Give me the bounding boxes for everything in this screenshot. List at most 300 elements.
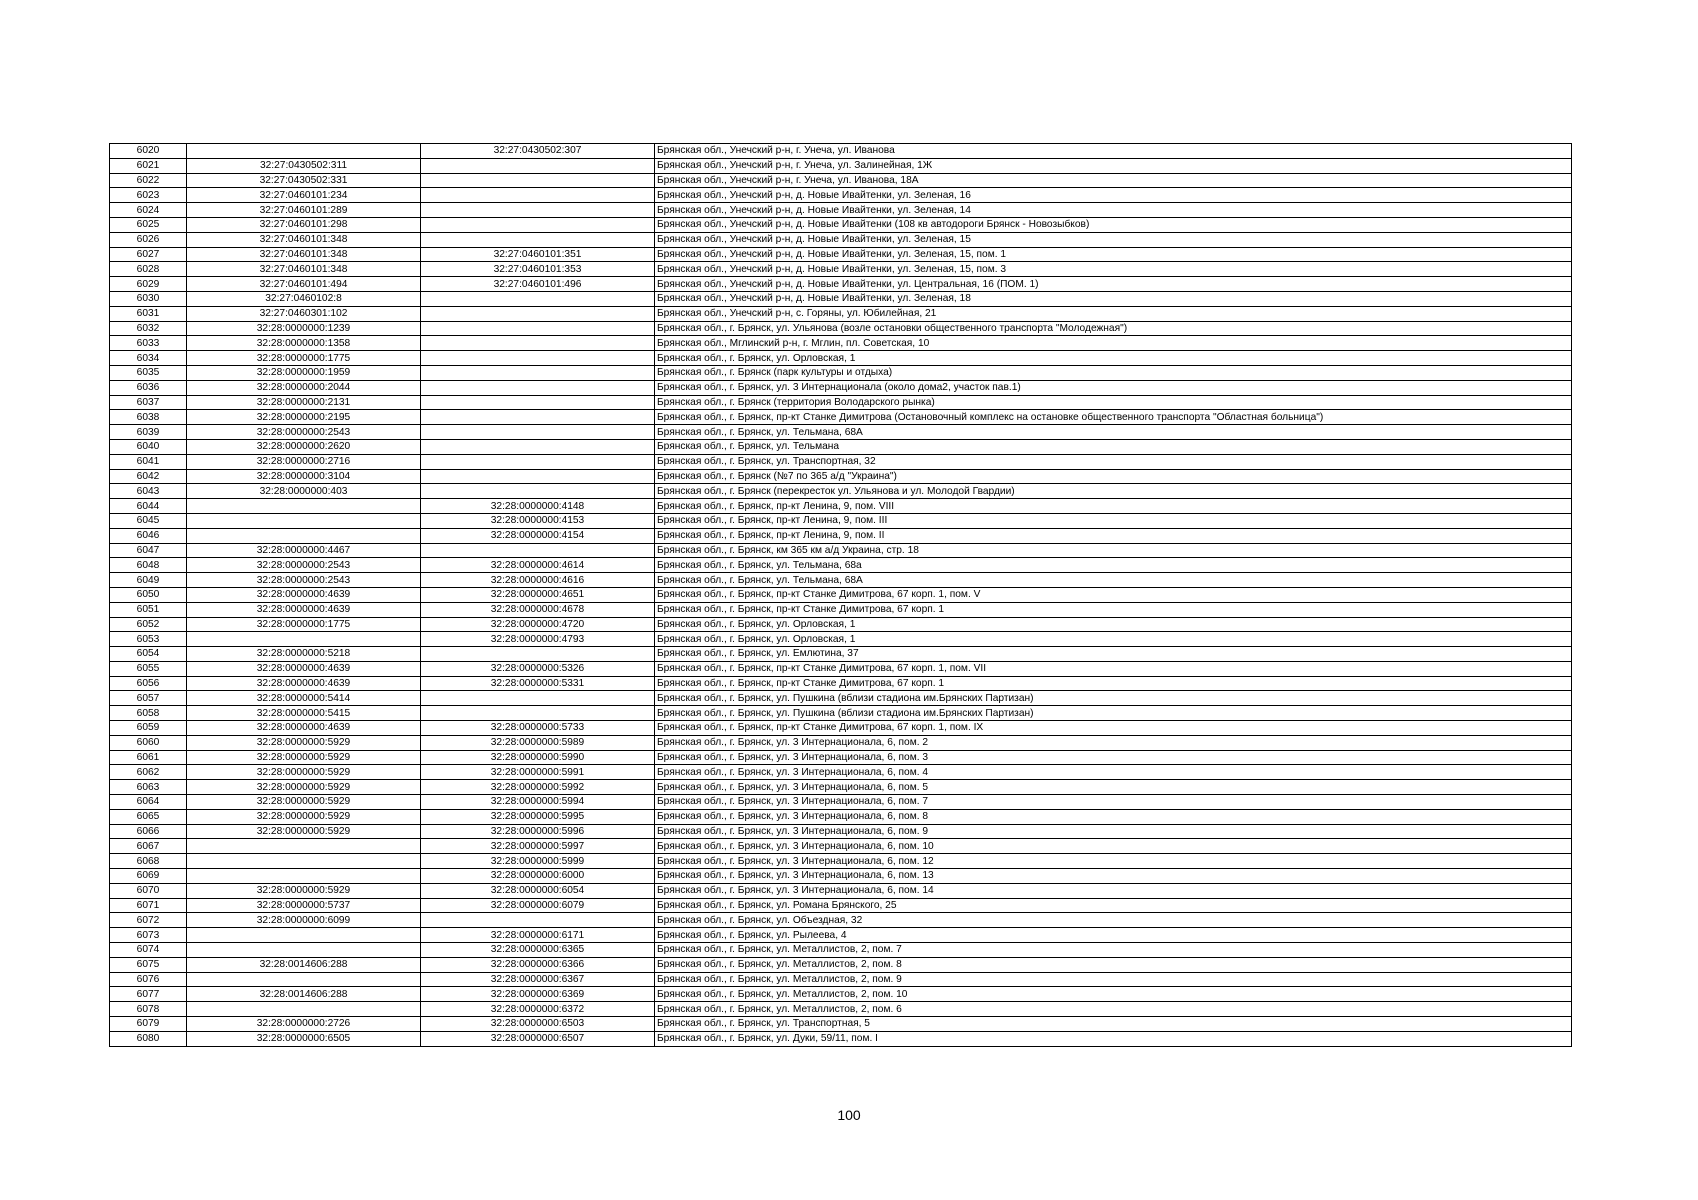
cadastral-number-object-cell: [421, 232, 655, 247]
row-number-cell: 6068: [110, 854, 187, 869]
cadastral-number-object-cell: 32:28:0000000:5992: [421, 780, 655, 795]
address-cell: Брянская обл., г. Брянск, ул. Емлютина, 37: [655, 647, 1572, 662]
cadastral-number-land-cell: 32:27:0460301:102: [187, 306, 421, 321]
row-number-cell: 6065: [110, 809, 187, 824]
address-cell: Брянская обл., Унечский р-н, д. Новые Ивайтенки, ул. Зеленая, 15, пом. 1: [655, 247, 1572, 262]
cadastral-number-land-cell: 32:28:0000000:5218: [187, 647, 421, 662]
table-row: [110, 928, 1572, 943]
table-row: [110, 691, 1572, 706]
cadastral-number-object-cell: 32:28:0000000:5733: [421, 721, 655, 736]
address-cell: Брянская обл., Мглинский р-н, г. Мглин, пл. Советская, 10: [655, 336, 1572, 351]
cadastral-number-land-cell: 32:28:0000000:1358: [187, 336, 421, 351]
address-cell: Брянская обл., г. Брянск, ул. 3 Интернационала, 6, пом. 4: [655, 765, 1572, 780]
row-number-cell: 6031: [110, 306, 187, 321]
table-row: [110, 439, 1572, 454]
row-number-cell: 6078: [110, 1002, 187, 1017]
address-cell: Брянская обл., г. Брянск, ул. Дуки, 59/11, пом. I: [655, 1031, 1572, 1046]
cadastral-number-object-cell: 32:28:0000000:5999: [421, 854, 655, 869]
table-row: [110, 1002, 1572, 1017]
cadastral-number-land-cell: 32:27:0460101:234: [187, 188, 421, 203]
cadastral-number-land-cell: [187, 528, 421, 543]
address-cell: Брянская обл., г. Брянск, пр-кт Ленина, 9, пом. III: [655, 513, 1572, 528]
table-row: [110, 173, 1572, 188]
cadastral-number-land-cell: 32:28:0000000:6099: [187, 913, 421, 928]
address-cell: Брянская обл., г. Брянск, ул. Романа Брянского, 25: [655, 898, 1572, 913]
address-cell: Брянская обл., г. Брянск, ул. Тельмана, 68А: [655, 573, 1572, 588]
cadastral-number-land-cell: 32:28:0014606:288: [187, 987, 421, 1002]
registry-table: [109, 143, 1572, 1047]
cadastral-number-land-cell: 32:28:0000000:5414: [187, 691, 421, 706]
table-row: [110, 321, 1572, 336]
table-row: [110, 232, 1572, 247]
cadastral-number-object-cell: 32:28:0000000:5989: [421, 735, 655, 750]
cadastral-number-object-cell: [421, 395, 655, 410]
row-number-cell: 6043: [110, 484, 187, 499]
table-row: [110, 469, 1572, 484]
cadastral-number-land-cell: 32:28:0000000:5929: [187, 824, 421, 839]
table-row: [110, 144, 1572, 159]
cadastral-number-object-cell: [421, 380, 655, 395]
row-number-cell: 6056: [110, 676, 187, 691]
table-row: [110, 780, 1572, 795]
row-number-cell: 6048: [110, 558, 187, 573]
cadastral-number-land-cell: 32:28:0000000:1775: [187, 617, 421, 632]
page-number: 100: [837, 1107, 861, 1123]
table-row: [110, 1031, 1572, 1046]
cadastral-number-object-cell: 32:28:0000000:4678: [421, 602, 655, 617]
cadastral-number-object-cell: [421, 365, 655, 380]
cadastral-number-object-cell: 32:27:0460101:351: [421, 247, 655, 262]
cadastral-number-object-cell: [421, 306, 655, 321]
row-number-cell: 6020: [110, 144, 187, 159]
table-row: [110, 617, 1572, 632]
row-number-cell: 6079: [110, 1017, 187, 1032]
address-cell: Брянская обл., г. Брянск, ул. Металлистов, 2, пом. 7: [655, 943, 1572, 958]
table-row: [110, 558, 1572, 573]
table-row: [110, 987, 1572, 1002]
cadastral-number-object-cell: [421, 336, 655, 351]
row-number-cell: 6070: [110, 883, 187, 898]
address-cell: Брянская обл., Унечский р-н, г. Унеча, ул. Залинейная, 1Ж: [655, 158, 1572, 173]
cadastral-number-land-cell: [187, 144, 421, 159]
table-row: [110, 913, 1572, 928]
address-cell: Брянская обл., г. Брянск (территория Володарского рынка): [655, 395, 1572, 410]
row-number-cell: 6035: [110, 365, 187, 380]
table-row: [110, 410, 1572, 425]
row-number-cell: 6074: [110, 943, 187, 958]
row-number-cell: 6052: [110, 617, 187, 632]
cadastral-number-object-cell: [421, 439, 655, 454]
address-cell: Брянская обл., г. Брянск, ул. Транспортная, 32: [655, 454, 1572, 469]
address-cell: Брянская обл., г. Брянск, пр-кт Ленина, 9, пом. VIII: [655, 499, 1572, 514]
cadastral-number-object-cell: 32:28:0000000:6367: [421, 972, 655, 987]
row-number-cell: 6037: [110, 395, 187, 410]
table-row: [110, 351, 1572, 366]
table-row: [110, 203, 1572, 218]
cadastral-number-land-cell: 32:28:0000000:4639: [187, 602, 421, 617]
address-cell: Брянская обл., г. Брянск, ул. Объездная, 32: [655, 913, 1572, 928]
row-number-cell: 6051: [110, 602, 187, 617]
address-cell: Брянская обл., Унечский р-н, д. Новые Ивайтенки, ул. Центральная, 16 (ПОМ. 1): [655, 277, 1572, 292]
cadastral-number-object-cell: 32:28:0000000:5995: [421, 809, 655, 824]
cadastral-number-object-cell: 32:28:0000000:4154: [421, 528, 655, 543]
cadastral-number-land-cell: 32:27:0430502:311: [187, 158, 421, 173]
row-number-cell: 6050: [110, 587, 187, 602]
address-cell: Брянская обл., г. Брянск, ул. 3 Интернационала, 6, пом. 3: [655, 750, 1572, 765]
table-row: [110, 291, 1572, 306]
row-number-cell: 6041: [110, 454, 187, 469]
cadastral-number-land-cell: [187, 632, 421, 647]
cadastral-number-object-cell: 32:28:0000000:4720: [421, 617, 655, 632]
cadastral-number-object-cell: 32:27:0430502:307: [421, 144, 655, 159]
row-number-cell: 6057: [110, 691, 187, 706]
cadastral-number-land-cell: 32:28:0014606:288: [187, 957, 421, 972]
cadastral-number-object-cell: 32:28:0000000:4153: [421, 513, 655, 528]
cadastral-number-object-cell: [421, 158, 655, 173]
row-number-cell: 6073: [110, 928, 187, 943]
cadastral-number-land-cell: 32:28:0000000:6505: [187, 1031, 421, 1046]
cadastral-number-land-cell: 32:27:0460101:298: [187, 217, 421, 232]
address-cell: Брянская обл., г. Брянск, ул. Металлистов, 2, пом. 10: [655, 987, 1572, 1002]
cadastral-number-object-cell: [421, 351, 655, 366]
table-row: [110, 484, 1572, 499]
row-number-cell: 6064: [110, 795, 187, 810]
row-number-cell: 6022: [110, 173, 187, 188]
registry-table-body: [110, 144, 1572, 1047]
cadastral-number-land-cell: 32:28:0000000:1959: [187, 365, 421, 380]
cadastral-number-object-cell: 32:28:0000000:5997: [421, 839, 655, 854]
table-row: [110, 869, 1572, 884]
cadastral-number-object-cell: 32:28:0000000:6365: [421, 943, 655, 958]
cadastral-number-object-cell: [421, 647, 655, 662]
address-cell: Брянская обл., Унечский р-н, д. Новые Ивайтенки, ул. Зеленая, 15, пом. 3: [655, 262, 1572, 277]
table-row: [110, 528, 1572, 543]
row-number-cell: 6030: [110, 291, 187, 306]
table-row: [110, 395, 1572, 410]
row-number-cell: 6069: [110, 869, 187, 884]
cadastral-number-object-cell: 32:28:0000000:4614: [421, 558, 655, 573]
cadastral-number-object-cell: 32:28:0000000:6507: [421, 1031, 655, 1046]
cadastral-number-object-cell: 32:28:0000000:6171: [421, 928, 655, 943]
table-row: [110, 188, 1572, 203]
cadastral-number-land-cell: 32:28:0000000:2543: [187, 425, 421, 440]
address-cell: Брянская обл., Унечский р-н, с. Горяны, ул. Юбилейная, 21: [655, 306, 1572, 321]
table-row: [110, 277, 1572, 292]
table-row: [110, 957, 1572, 972]
row-number-cell: 6038: [110, 410, 187, 425]
row-number-cell: 6063: [110, 780, 187, 795]
address-cell: Брянская обл., г. Брянск, ул. 3 Интернационала, 6, пом. 2: [655, 735, 1572, 750]
cadastral-number-land-cell: [187, 499, 421, 514]
address-cell: Брянская обл., г. Брянск, ул. 3 Интернационала, 6, пом. 14: [655, 883, 1572, 898]
cadastral-number-land-cell: 32:28:0000000:2131: [187, 395, 421, 410]
cadastral-number-land-cell: 32:27:0460101:348: [187, 232, 421, 247]
cadastral-number-object-cell: 32:28:0000000:5990: [421, 750, 655, 765]
row-number-cell: 6034: [110, 351, 187, 366]
table-row: [110, 883, 1572, 898]
cadastral-number-object-cell: [421, 913, 655, 928]
table-row: [110, 824, 1572, 839]
row-number-cell: 6066: [110, 824, 187, 839]
cadastral-number-land-cell: 32:28:0000000:5929: [187, 795, 421, 810]
cadastral-number-land-cell: [187, 972, 421, 987]
cadastral-number-object-cell: [421, 425, 655, 440]
cadastral-number-land-cell: 32:28:0000000:3104: [187, 469, 421, 484]
address-cell: Брянская обл., Унечский р-н, д. Новые Ивайтенки, ул. Зеленая, 16: [655, 188, 1572, 203]
address-cell: Брянская обл., г. Брянск, ул. Металлистов, 2, пом. 8: [655, 957, 1572, 972]
cadastral-number-object-cell: [421, 543, 655, 558]
cadastral-number-object-cell: 32:28:0000000:5326: [421, 661, 655, 676]
address-cell: Брянская обл., г. Брянск, ул. Металлистов, 2, пом. 9: [655, 972, 1572, 987]
cadastral-number-land-cell: [187, 943, 421, 958]
table-row: [110, 750, 1572, 765]
table-row: [110, 647, 1572, 662]
cadastral-number-land-cell: 32:28:0000000:1775: [187, 351, 421, 366]
cadastral-number-object-cell: 32:28:0000000:5331: [421, 676, 655, 691]
cadastral-number-land-cell: 32:27:0460102:8: [187, 291, 421, 306]
row-number-cell: 6042: [110, 469, 187, 484]
address-cell: Брянская обл., г. Брянск, пр-кт Станке Димитрова, 67 корп. 1: [655, 676, 1572, 691]
address-cell: Брянская обл., Унечский р-н, г. Унеча, ул. Иванова: [655, 144, 1572, 159]
cadastral-number-object-cell: 32:28:0000000:4793: [421, 632, 655, 647]
cadastral-number-land-cell: 32:27:0460101:494: [187, 277, 421, 292]
address-cell: Брянская обл., Унечский р-н, д. Новые Ивайтенки, ул. Зеленая, 14: [655, 203, 1572, 218]
row-number-cell: 6075: [110, 957, 187, 972]
row-number-cell: 6055: [110, 661, 187, 676]
cadastral-number-object-cell: 32:28:0000000:5991: [421, 765, 655, 780]
row-number-cell: 6077: [110, 987, 187, 1002]
cadastral-number-object-cell: [421, 188, 655, 203]
table-row: [110, 721, 1572, 736]
address-cell: Брянская обл., г. Брянск, ул. Орловская, 1: [655, 351, 1572, 366]
row-number-cell: 6059: [110, 721, 187, 736]
address-cell: Брянская обл., Унечский р-н, д. Новые Ивайтенки, ул. Зеленая, 15: [655, 232, 1572, 247]
table-row: [110, 380, 1572, 395]
address-cell: Брянская обл., г. Брянск, ул. Ульянова (возле остановки общественного транспорта "Молодежная"): [655, 321, 1572, 336]
cadastral-number-object-cell: [421, 454, 655, 469]
table-row: [110, 632, 1572, 647]
address-cell: Брянская обл., г. Брянск, ул. 3 Интернационала, 6, пом. 7: [655, 795, 1572, 810]
cadastral-number-object-cell: 32:28:0000000:6369: [421, 987, 655, 1002]
cadastral-number-object-cell: [421, 321, 655, 336]
address-cell: Брянская обл., г. Брянск, ул. 3 Интернационала, 6, пом. 5: [655, 780, 1572, 795]
cadastral-number-object-cell: [421, 291, 655, 306]
cadastral-number-land-cell: 32:28:0000000:5929: [187, 809, 421, 824]
cadastral-number-land-cell: 32:28:0000000:1239: [187, 321, 421, 336]
cadastral-number-land-cell: 32:28:0000000:4639: [187, 587, 421, 602]
cadastral-number-land-cell: 32:28:0000000:5737: [187, 898, 421, 913]
cadastral-number-object-cell: 32:28:0000000:5994: [421, 795, 655, 810]
cadastral-number-land-cell: [187, 839, 421, 854]
row-number-cell: 6039: [110, 425, 187, 440]
cadastral-number-land-cell: 32:28:0000000:403: [187, 484, 421, 499]
address-cell: Брянская обл., г. Брянск, пр-кт Станке Димитрова (Остановочный комплекс на остановке общественного транспорта "Областная больница"): [655, 410, 1572, 425]
cadastral-number-land-cell: [187, 869, 421, 884]
table-row: [110, 499, 1572, 514]
table-row: [110, 158, 1572, 173]
table-row: [110, 306, 1572, 321]
address-cell: Брянская обл., г. Брянск, ул. Металлистов, 2, пом. 6: [655, 1002, 1572, 1017]
address-cell: Брянская обл., г. Брянск, ул. Орловская, 1: [655, 632, 1572, 647]
table-row: [110, 217, 1572, 232]
address-cell: Брянская обл., г. Брянск (№7 по 365 а/д "Украина"): [655, 469, 1572, 484]
table-row: [110, 765, 1572, 780]
table-row: [110, 1017, 1572, 1032]
table-row: [110, 706, 1572, 721]
cadastral-number-object-cell: [421, 203, 655, 218]
cadastral-number-object-cell: 32:28:0000000:4616: [421, 573, 655, 588]
row-number-cell: 6067: [110, 839, 187, 854]
address-cell: Брянская обл., г. Брянск, ул. Транспортная, 5: [655, 1017, 1572, 1032]
table-row: [110, 365, 1572, 380]
row-number-cell: 6044: [110, 499, 187, 514]
row-number-cell: 6061: [110, 750, 187, 765]
table-row: [110, 676, 1572, 691]
cadastral-number-object-cell: 32:28:0000000:5996: [421, 824, 655, 839]
cadastral-number-object-cell: 32:28:0000000:6372: [421, 1002, 655, 1017]
row-number-cell: 6080: [110, 1031, 187, 1046]
row-number-cell: 6027: [110, 247, 187, 262]
row-number-cell: 6025: [110, 217, 187, 232]
row-number-cell: 6024: [110, 203, 187, 218]
cadastral-number-land-cell: 32:27:0430502:331: [187, 173, 421, 188]
cadastral-number-object-cell: 32:28:0000000:6366: [421, 957, 655, 972]
cadastral-number-object-cell: 32:28:0000000:6000: [421, 869, 655, 884]
cadastral-number-land-cell: [187, 928, 421, 943]
table-row: [110, 247, 1572, 262]
row-number-cell: 6029: [110, 277, 187, 292]
cadastral-number-land-cell: 32:28:0000000:5415: [187, 706, 421, 721]
cadastral-number-land-cell: 32:28:0000000:2044: [187, 380, 421, 395]
cadastral-number-object-cell: 32:28:0000000:6503: [421, 1017, 655, 1032]
row-number-cell: 6047: [110, 543, 187, 558]
cadastral-number-land-cell: 32:28:0000000:2195: [187, 410, 421, 425]
address-cell: Брянская обл., г. Брянск (перекресток ул. Ульянова и ул. Молодой Гвардии): [655, 484, 1572, 499]
table-row: [110, 661, 1572, 676]
cadastral-number-object-cell: [421, 410, 655, 425]
address-cell: Брянская обл., г. Брянск, пр-кт Станке Димитрова, 67 корп. 1, пом. V: [655, 587, 1572, 602]
row-number-cell: 6053: [110, 632, 187, 647]
row-number-cell: 6049: [110, 573, 187, 588]
row-number-cell: 6072: [110, 913, 187, 928]
cadastral-number-object-cell: [421, 469, 655, 484]
address-cell: Брянская обл., г. Брянск, ул. 3 Интернационала, 6, пом. 9: [655, 824, 1572, 839]
row-number-cell: 6045: [110, 513, 187, 528]
address-cell: Брянская обл., г. Брянск, ул. 3 Интернационала, 6, пом. 12: [655, 854, 1572, 869]
cadastral-number-object-cell: [421, 484, 655, 499]
cadastral-number-object-cell: 32:27:0460101:496: [421, 277, 655, 292]
table-row: [110, 795, 1572, 810]
table-row: [110, 972, 1572, 987]
table-row: [110, 898, 1572, 913]
address-cell: Брянская обл., г. Брянск, ул. 3 Интернационала, 6, пом. 13: [655, 869, 1572, 884]
row-number-cell: 6026: [110, 232, 187, 247]
table-row: [110, 735, 1572, 750]
cadastral-number-land-cell: 32:28:0000000:5929: [187, 765, 421, 780]
cadastral-number-land-cell: 32:28:0000000:2716: [187, 454, 421, 469]
row-number-cell: 6071: [110, 898, 187, 913]
cadastral-number-land-cell: 32:27:0460101:348: [187, 262, 421, 277]
row-number-cell: 6023: [110, 188, 187, 203]
address-cell: Брянская обл., г. Брянск, км 365 км а/д Украина, стр. 18: [655, 543, 1572, 558]
address-cell: Брянская обл., г. Брянск, ул. Пушкина (вблизи стадиона им.Брянских Партизан): [655, 706, 1572, 721]
address-cell: Брянская обл., г. Брянск, ул. Орловская, 1: [655, 617, 1572, 632]
table-row: [110, 454, 1572, 469]
row-number-cell: 6054: [110, 647, 187, 662]
address-cell: Брянская обл., г. Брянск, пр-кт Ленина, 9, пом. II: [655, 528, 1572, 543]
table-row: [110, 602, 1572, 617]
cadastral-number-land-cell: 32:28:0000000:2620: [187, 439, 421, 454]
row-number-cell: 6032: [110, 321, 187, 336]
cadastral-number-land-cell: 32:28:0000000:2543: [187, 558, 421, 573]
address-cell: Брянская обл., г. Брянск, пр-кт Станке Димитрова, 67 корп. 1: [655, 602, 1572, 617]
address-cell: Брянская обл., г. Брянск, ул. Тельмана: [655, 439, 1572, 454]
cadastral-number-land-cell: 32:28:0000000:4639: [187, 721, 421, 736]
cadastral-number-land-cell: 32:28:0000000:4467: [187, 543, 421, 558]
cadastral-number-land-cell: 32:28:0000000:2726: [187, 1017, 421, 1032]
cadastral-number-object-cell: [421, 691, 655, 706]
cadastral-number-land-cell: [187, 513, 421, 528]
cadastral-number-object-cell: [421, 173, 655, 188]
cadastral-number-land-cell: [187, 1002, 421, 1017]
cadastral-number-land-cell: 32:28:0000000:4639: [187, 676, 421, 691]
table-row: [110, 262, 1572, 277]
cadastral-number-land-cell: 32:28:0000000:2543: [187, 573, 421, 588]
row-number-cell: 6036: [110, 380, 187, 395]
row-number-cell: 6046: [110, 528, 187, 543]
table-row: [110, 809, 1572, 824]
row-number-cell: 6028: [110, 262, 187, 277]
table-row: [110, 425, 1572, 440]
table-row: [110, 336, 1572, 351]
cadastral-number-land-cell: 32:27:0460101:289: [187, 203, 421, 218]
address-cell: Брянская обл., Унечский р-н, г. Унеча, ул. Иванова, 18А: [655, 173, 1572, 188]
address-cell: Брянская обл., Унечский р-н, д. Новые Ивайтенки, ул. Зеленая, 18: [655, 291, 1572, 306]
cadastral-number-object-cell: [421, 217, 655, 232]
address-cell: Брянская обл., г. Брянск, ул. Тельмана, 68а: [655, 558, 1572, 573]
cadastral-number-object-cell: [421, 706, 655, 721]
cadastral-number-object-cell: 32:27:0460101:353: [421, 262, 655, 277]
table-row: [110, 543, 1572, 558]
address-cell: Брянская обл., Унечский р-н, д. Новые Ивайтенки (108 кв автодороги Брянск - Новозыбков): [655, 217, 1572, 232]
cadastral-number-land-cell: 32:28:0000000:5929: [187, 735, 421, 750]
cadastral-number-object-cell: 32:28:0000000:4148: [421, 499, 655, 514]
row-number-cell: 6076: [110, 972, 187, 987]
cadastral-number-land-cell: 32:28:0000000:5929: [187, 750, 421, 765]
cadastral-number-object-cell: 32:28:0000000:6079: [421, 898, 655, 913]
address-cell: Брянская обл., г. Брянск, ул. 3 Интернационала, 6, пом. 8: [655, 809, 1572, 824]
cadastral-number-object-cell: 32:28:0000000:6054: [421, 883, 655, 898]
address-cell: Брянская обл., г. Брянск, ул. 3 Интернационала, 6, пом. 10: [655, 839, 1572, 854]
address-cell: Брянская обл., г. Брянск, ул. Рылеева, 4: [655, 928, 1572, 943]
cadastral-number-land-cell: 32:28:0000000:5929: [187, 883, 421, 898]
table-row: [110, 513, 1572, 528]
table-row: [110, 854, 1572, 869]
row-number-cell: 6040: [110, 439, 187, 454]
address-cell: Брянская обл., г. Брянск, пр-кт Станке Димитрова, 67 корп. 1, пом. IX: [655, 721, 1572, 736]
table-row: [110, 573, 1572, 588]
cadastral-number-land-cell: 32:28:0000000:5929: [187, 780, 421, 795]
row-number-cell: 6062: [110, 765, 187, 780]
row-number-cell: 6033: [110, 336, 187, 351]
address-cell: Брянская обл., г. Брянск (парк культуры и отдыха): [655, 365, 1572, 380]
address-cell: Брянская обл., г. Брянск, ул. 3 Интернационала (около дома2, участок пав.1): [655, 380, 1572, 395]
row-number-cell: 6021: [110, 158, 187, 173]
row-number-cell: 6058: [110, 706, 187, 721]
cadastral-number-land-cell: 32:27:0460101:348: [187, 247, 421, 262]
table-row: [110, 839, 1572, 854]
row-number-cell: 6060: [110, 735, 187, 750]
